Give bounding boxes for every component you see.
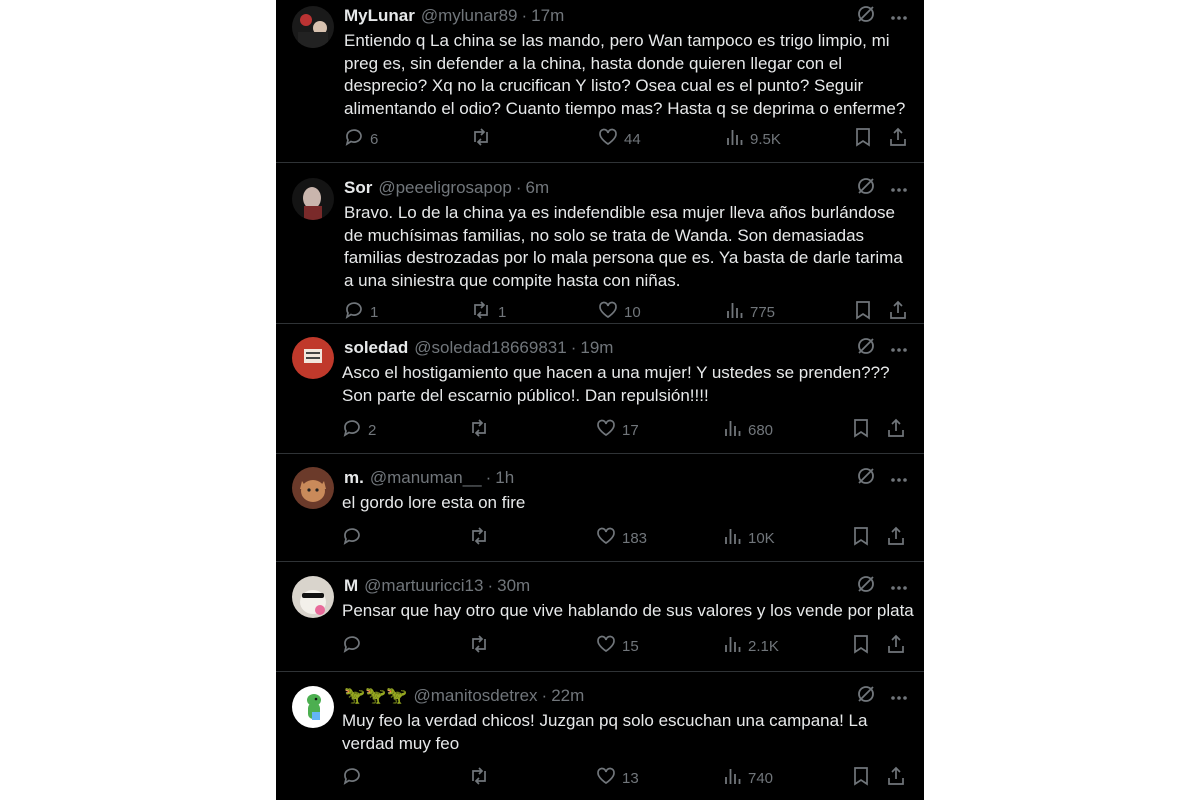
tweet[interactable]: M @martuuricci13 · 30m Pensar que hay otro que vive hablando de sus valores y los vende por plata 15 2.1K	[276, 562, 924, 672]
heart-icon	[598, 300, 624, 324]
bookmark-icon	[852, 418, 870, 442]
reply-feed	[276, 0, 924, 800]
tweet[interactable]: m. @manuman__ · 1h el gordo lore esta on fire 183 10K	[276, 454, 924, 562]
more-icon[interactable]	[890, 178, 908, 198]
share-icon	[886, 526, 906, 550]
share-button[interactable]	[886, 767, 906, 789]
tweet-text: Pensar que hay otro que vive hablando de sus valores y los vende por plata	[342, 601, 914, 620]
more-icon[interactable]	[890, 686, 908, 706]
reply-button[interactable]	[342, 767, 368, 789]
share-button[interactable]	[888, 128, 908, 150]
timestamp[interactable]: 30m	[497, 576, 531, 595]
bookmark-button[interactable]	[852, 527, 870, 549]
avatar[interactable]	[292, 576, 334, 618]
author-name[interactable]: M	[344, 576, 359, 595]
views-button[interactable]	[726, 301, 775, 323]
share-icon	[886, 418, 906, 442]
like-button[interactable]	[596, 527, 647, 549]
retweet-button[interactable]	[468, 767, 496, 789]
grok-icon[interactable]	[856, 176, 876, 201]
share-button[interactable]	[888, 301, 908, 323]
reply-icon	[344, 300, 370, 324]
tweet-text: Asco el hostigamiento que hacen a una mujer! Y ustedes se prenden??? Son parte del escarnio público!. Dan repulsión!!!!	[342, 363, 890, 405]
more-icon[interactable]	[890, 468, 908, 488]
retweet-icon	[468, 634, 496, 658]
retweet-count: 1	[498, 303, 507, 321]
views-button[interactable]	[726, 128, 781, 150]
bookmark-icon	[852, 766, 870, 790]
heart-icon	[596, 418, 622, 442]
heart-icon	[596, 634, 622, 658]
reply-count: 6	[370, 130, 379, 148]
more-icon[interactable]	[890, 6, 908, 26]
views-button[interactable]	[724, 635, 779, 657]
retweet-button[interactable]	[468, 419, 496, 441]
avatar[interactable]	[292, 686, 334, 728]
retweet-button[interactable]	[470, 128, 498, 150]
like-count: 15	[622, 637, 639, 655]
retweet-icon	[468, 766, 496, 790]
share-button[interactable]	[886, 527, 906, 549]
bookmark-icon	[854, 127, 872, 151]
tweet[interactable]: 🦖🦖🦖 @manitosdetrex · 22m Muy feo la verdad chicos! Juzgan pq solo escuchan una campana! La verdad muy feo 13 740	[276, 672, 924, 800]
views-icon	[724, 635, 748, 657]
views-count: 775	[750, 303, 776, 321]
bookmark-button[interactable]	[854, 301, 872, 323]
bookmark-button[interactable]	[852, 635, 870, 657]
like-count: 10	[624, 303, 641, 321]
like-count: 183	[622, 529, 648, 547]
tweet[interactable]: MyLunar @mylunar89 · 17m Entiendo q La china se las mando, pero Wan tampoco es trigo limpio, mi preg es, sin defender a la china, hasta donde quieren llegar con el desprecio? Xq no la crucifican Y listo? Osea cual es el punto? Seguir alimentando el odio? Cuanto tiempo mas? Hasta q se deprima o enferme? 6 44 9.5K	[276, 0, 924, 163]
grok-icon[interactable]	[856, 684, 876, 709]
tweet-text: Entiendo q La china se las mando, pero Wan tampoco es trigo limpio, mi preg es, sin defender a la china, hasta donde quieren llegar con el desprecio? Xq no la crucifican Y listo? Osea cual es el punto? Seguir alimentando el odio? Cuanto tiempo mas? Hasta q se deprima o enferme?	[344, 31, 906, 118]
bookmark-icon	[854, 300, 872, 324]
grok-icon[interactable]	[856, 4, 876, 29]
author-handle[interactable]: @peeeligrosapop	[378, 178, 512, 197]
avatar[interactable]	[292, 178, 334, 220]
author-name[interactable]: 🦖🦖🦖	[344, 686, 408, 705]
author-handle[interactable]: @manitosdetrex	[413, 686, 538, 705]
author-handle[interactable]: @martuuricci13	[364, 576, 484, 595]
retweet-button[interactable]	[468, 527, 496, 549]
views-icon	[726, 128, 750, 150]
share-button[interactable]	[886, 635, 906, 657]
views-button[interactable]	[724, 419, 773, 441]
views-count: 10K	[748, 529, 775, 547]
reply-icon	[344, 127, 370, 151]
share-button[interactable]	[886, 419, 906, 441]
author-name[interactable]: soledad	[344, 338, 409, 357]
timestamp[interactable]: 19m	[580, 338, 614, 357]
share-icon	[888, 127, 908, 151]
avatar[interactable]	[292, 337, 334, 379]
heart-icon	[598, 127, 624, 151]
author-name[interactable]: Sor	[344, 178, 373, 197]
retweet-icon	[468, 418, 496, 442]
reply-button[interactable]	[342, 419, 376, 441]
bookmark-icon	[852, 526, 870, 550]
avatar[interactable]	[292, 6, 334, 48]
author-handle[interactable]: @manuman__	[369, 468, 482, 487]
tweet-text: Bravo. Lo de la china ya es indefendible esa mujer lleva años burlándose de muchísimas familias, no solo se trata de Wanda. Son demasiadas familias destrozadas por lo mala persona que es. Ya basta de darle tarima a una siniestra que compite hasta con niñas.	[344, 203, 903, 290]
tweet[interactable]: Sor @peeeligrosapop · 6m Bravo. Lo de la china ya es indefendible esa mujer lleva años burlándose de muchísimas familias, no solo se trata de Wanda. Son demasiadas familias destrozadas por lo mala persona que es. Ya basta de darle tarima a una siniestra que compite hasta con niñas. 1 1 10 775	[276, 163, 924, 324]
tweet-text: el gordo lore esta on fire	[342, 493, 526, 512]
share-icon	[886, 634, 906, 658]
timestamp[interactable]: 1h	[495, 468, 515, 487]
retweet-icon	[470, 127, 498, 151]
bookmark-button[interactable]	[852, 419, 870, 441]
views-count: 680	[748, 421, 774, 439]
more-icon[interactable]	[890, 576, 908, 596]
reply-button[interactable]	[344, 301, 378, 323]
avatar[interactable]	[292, 467, 334, 509]
timestamp[interactable]: 17m	[531, 6, 565, 25]
grok-icon[interactable]	[856, 336, 876, 361]
reply-count: 2	[368, 421, 377, 439]
reply-icon	[342, 526, 368, 550]
author-name[interactable]: MyLunar	[344, 6, 415, 25]
like-button[interactable]	[598, 301, 641, 323]
heart-icon	[596, 766, 622, 790]
tweet[interactable]: soledad @soledad18669831 · 19m Asco el hostigamiento que hacen a una mujer! Y ustedes se prenden??? Son parte del escarnio público!. Dan repulsión!!!! 2 17 680	[276, 324, 924, 454]
author-name[interactable]: m.	[344, 468, 364, 487]
like-button[interactable]	[596, 767, 639, 789]
more-icon[interactable]	[890, 338, 908, 358]
views-icon	[724, 419, 748, 441]
retweet-icon	[468, 526, 496, 550]
views-icon	[724, 767, 748, 789]
timestamp[interactable]: 6m	[525, 178, 550, 197]
reply-count: 1	[370, 303, 379, 321]
heart-icon	[596, 526, 622, 550]
views-icon	[726, 301, 750, 323]
like-button[interactable]	[598, 128, 641, 150]
views-button[interactable]	[724, 527, 775, 549]
views-count: 740	[748, 769, 774, 787]
like-button[interactable]	[596, 419, 639, 441]
views-icon	[724, 527, 748, 549]
grok-icon[interactable]	[856, 466, 876, 491]
bookmark-button[interactable]	[854, 128, 872, 150]
bookmark-icon	[852, 634, 870, 658]
reply-icon	[342, 766, 368, 790]
reply-button[interactable]	[342, 635, 368, 657]
author-handle[interactable]: @mylunar89	[420, 6, 518, 25]
like-count: 13	[622, 769, 639, 787]
bookmark-button[interactable]	[852, 767, 870, 789]
like-count: 44	[624, 130, 641, 148]
like-count: 17	[622, 421, 639, 439]
timestamp[interactable]: 22m	[551, 686, 585, 705]
grok-icon[interactable]	[856, 574, 876, 599]
like-button[interactable]	[596, 635, 639, 657]
views-count: 9.5K	[750, 130, 781, 148]
reply-icon	[342, 634, 368, 658]
author-handle[interactable]: @soledad18669831	[414, 338, 567, 357]
retweet-button[interactable]	[470, 301, 506, 323]
views-button[interactable]	[724, 767, 773, 789]
retweet-button[interactable]	[468, 635, 496, 657]
reply-icon	[342, 418, 368, 442]
reply-button[interactable]	[344, 128, 378, 150]
retweet-icon	[470, 300, 498, 324]
views-count: 2.1K	[748, 637, 779, 655]
share-icon	[888, 300, 908, 324]
share-icon	[886, 766, 906, 790]
reply-button[interactable]	[342, 527, 368, 549]
tweet-text: Muy feo la verdad chicos! Juzgan pq solo escuchan una campana! La verdad muy feo	[342, 711, 868, 753]
